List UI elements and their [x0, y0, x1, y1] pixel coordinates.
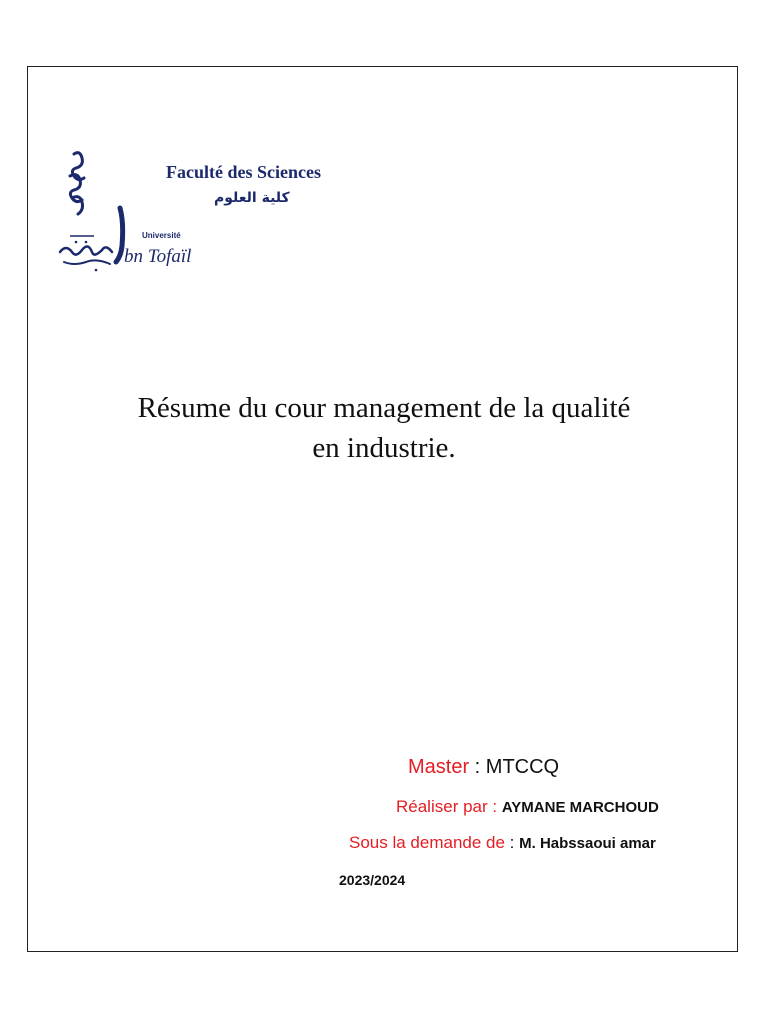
supervisor-row [349, 833, 656, 853]
faculty-name-arabic: كلية العلوم [214, 190, 290, 206]
document-title [40, 388, 728, 468]
master-label: Master [408, 756, 470, 778]
master-separator: : [469, 756, 486, 778]
document-title-line-2: en industrie. [312, 432, 456, 464]
document-title-line-1: Résume du cour management de la qualité [137, 392, 631, 424]
master-value: MTCCQ [485, 756, 560, 778]
author-value: AYMANE MARCHOUD [501, 799, 659, 816]
academic-year: 2023/2024 [339, 872, 406, 888]
svg-text:bn Tofaïl: bn Tofaïl [124, 246, 192, 267]
author-label: Réaliser par [396, 797, 488, 816]
master-row [408, 756, 559, 779]
supervisor-separator: : [504, 833, 520, 852]
svg-text:Université: Université [142, 231, 181, 240]
supervisor-label: Sous la demande de [349, 833, 505, 852]
author-separator: : [487, 797, 502, 816]
faculty-name-french: Faculté des Sciences [166, 162, 321, 182]
author-row [396, 797, 659, 817]
supervisor-value: M. Habssaoui amar [519, 835, 656, 852]
